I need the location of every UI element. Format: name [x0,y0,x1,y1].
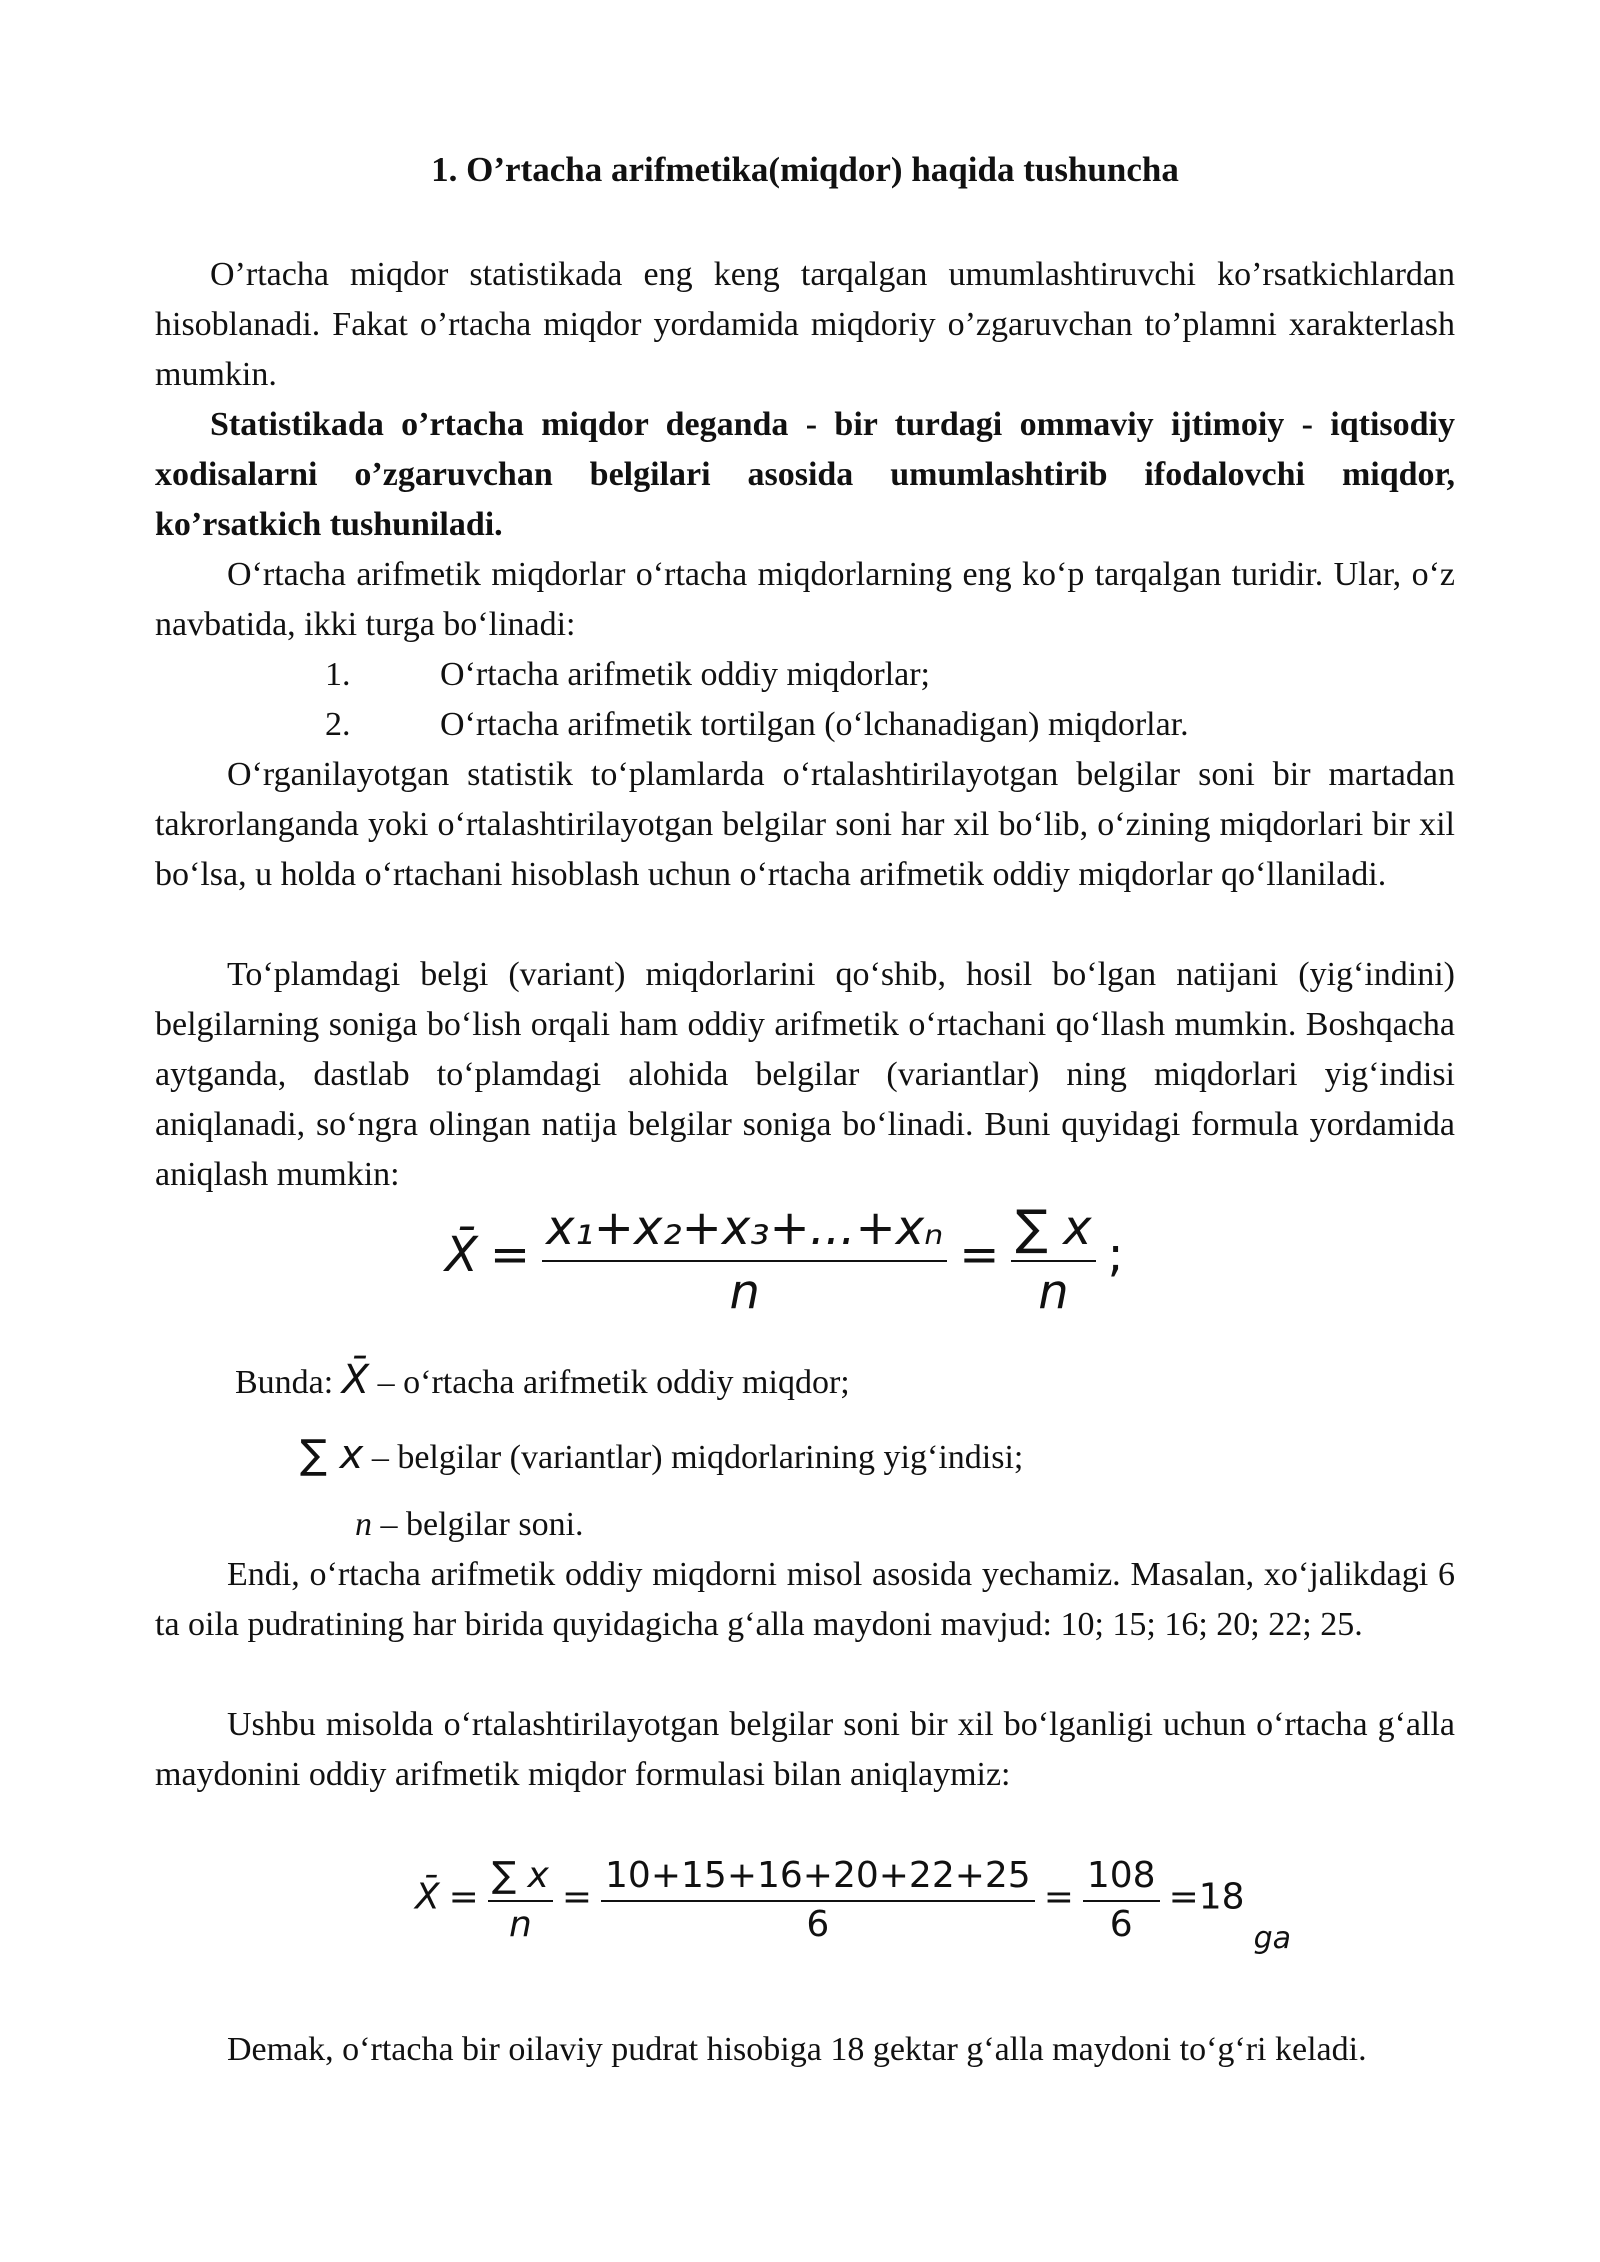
legend-n-symbol: n [355,1506,372,1543]
equals-sign: = [489,1227,531,1284]
legend-sum-text: – belgilar (variantlar) miqdorlarining yig‘indisi; [371,1439,1024,1476]
formula-total-fraction [1083,1855,1160,1945]
list-item-number: 2. [325,706,351,743]
page-title: 1. O’rtacha arifmetika(miqdor) haqida tushuncha [431,150,1179,189]
list-item-text: O‘rtacha arifmetik tortilgan (o‘lchanadigan) miqdorlar. [440,706,1189,743]
equals-sign: = [448,1876,479,1918]
list-item [325,700,351,750]
paragraph-example: Endi, o‘rtacha arifmetik oddiy miqdorni misol asosida yechamiz. Masalan, xo‘jalikdagi 6 ta oila pudratining har birida quyidagicha g‘alla maydoni mavjud: 10; 15; 16; 20; 22; 25. [155,1556,1455,1643]
list-item [325,650,351,700]
paragraph-types: O‘rtacha arifmetik miqdorlar o‘rtacha miqdorlarning eng ko‘p tarqalgan turidir. Ular, o‘z navbatida, ikki turga bo‘linadi: [155,556,1455,643]
legend-sum-symbol: ∑ x [300,1432,364,1478]
list-item-number: 1. [325,656,351,693]
formula-lhs: X̄ [445,1227,478,1284]
formula-sum-numerator: ∑ x [1011,1200,1095,1262]
formula-result: =18 [1168,1876,1245,1918]
legend-prefix: Bunda: [235,1364,334,1401]
legend-xbar-text: – o‘rtacha arifmetik oddiy miqdor; [377,1364,850,1401]
formula-sum-denominator: n [508,1904,532,1945]
legend-sum [300,1430,1023,1483]
list-item-text: O‘rtacha arifmetik oddiy miqdorlar; [440,656,930,693]
formula-values-fraction [601,1855,1035,1945]
formula-sum-fraction [488,1855,553,1945]
paragraph-conclusion: Demak, o‘rtacha bir oilaviy pudrat hisobiga 18 gektar g‘alla maydoni to‘g‘ri keladi. [227,2031,1367,2068]
formula-semicolon: ; [1107,1227,1124,1284]
paragraph-usage: O‘rganilayotgan statistik to‘plamlarda o‘rtalashtirilayotgan belgilar soni bir martadan takrorlanganda yoki o‘rtalashtirilayotgan belgilar soni har xil bo‘lib, o‘zining miqdorlari bir xil bo‘lsa, u holda o‘rtachani hisoblash uchun o‘rtacha arifmetik oddiy miqdorlar qo‘llaniladi. [155,756,1455,893]
formula-sum-numerator: ∑ x [488,1855,553,1902]
legend-n [355,1500,584,1550]
formula-unit: ga [1253,1921,1292,1957]
formula-total-denominator: 6 [1109,1904,1133,1945]
formula-denominator: n [729,1264,760,1320]
legend-n-text: – belgilar soni. [380,1506,584,1543]
legend-xbar-symbol: X̄ [341,1357,370,1403]
formula-example [415,1855,1292,1957]
formula-sum-denominator: n [1038,1264,1069,1320]
paragraph-intro: O’rtacha miqdor statistikada eng keng tarqalgan umumlashtiruvchi ko’rsatkichlardan hisoblanadi. Fakat o’rtacha miqdor yordamida miqdoriy o’zgaruvchan to’plamni xarakterlash mumkin. [155,256,1455,393]
paragraph-method: Ushbu misolda o‘rtalashtirilayotgan belgilar soni bir xil bo‘lganligi uchun o‘rtacha g‘alla maydonini oddiy arifmetik miqdor formulasi bilan aniqlaymiz: [155,1706,1455,1793]
equals-sign: = [959,1227,1000,1284]
formula-simple-mean [445,1200,1124,1320]
formula-values-denominator: 6 [806,1904,830,1945]
legend-xbar [235,1355,850,1408]
formula-values-numerator: 10+15+16+20+22+25 [601,1855,1035,1902]
formula-sum-fraction [1011,1200,1095,1320]
formula-total-numerator: 108 [1083,1855,1160,1902]
formula-fraction [542,1200,947,1320]
paragraph-definition: Statistikada o’rtacha miqdor deganda - bir turdagi ommaviy ijtimoiy - iqtisodiy xodisalarni o’zgaruvchan belgilari asosida umumlashtirib ifodalovchi miqdor, ko’rsatkich tushuniladi. [155,406,1455,543]
formula-lhs: X̄ [415,1876,440,1918]
formula-numerator: x₁+x₂+x₃+...+xₙ [542,1200,947,1262]
equals-sign: = [1043,1876,1074,1918]
paragraph-explanation: To‘plamdagi belgi (variant) miqdorlarini qo‘shib, hosil bo‘lgan natijani (yig‘indini) belgilarning soniga bo‘lish orqali ham oddiy arifmetik o‘rtachani qo‘llash mumkin. Boshqacha aytganda, dastlab to‘plamdagi alohida belgilar (variantlar) ning miqdorlari yig‘indisi aniqlanadi, so‘ngra olingan natija belgilar soniga bo‘linadi. Buni quyidagi formula yordamida aniqlash mumkin: [155,956,1455,1193]
equals-sign: = [561,1876,593,1918]
